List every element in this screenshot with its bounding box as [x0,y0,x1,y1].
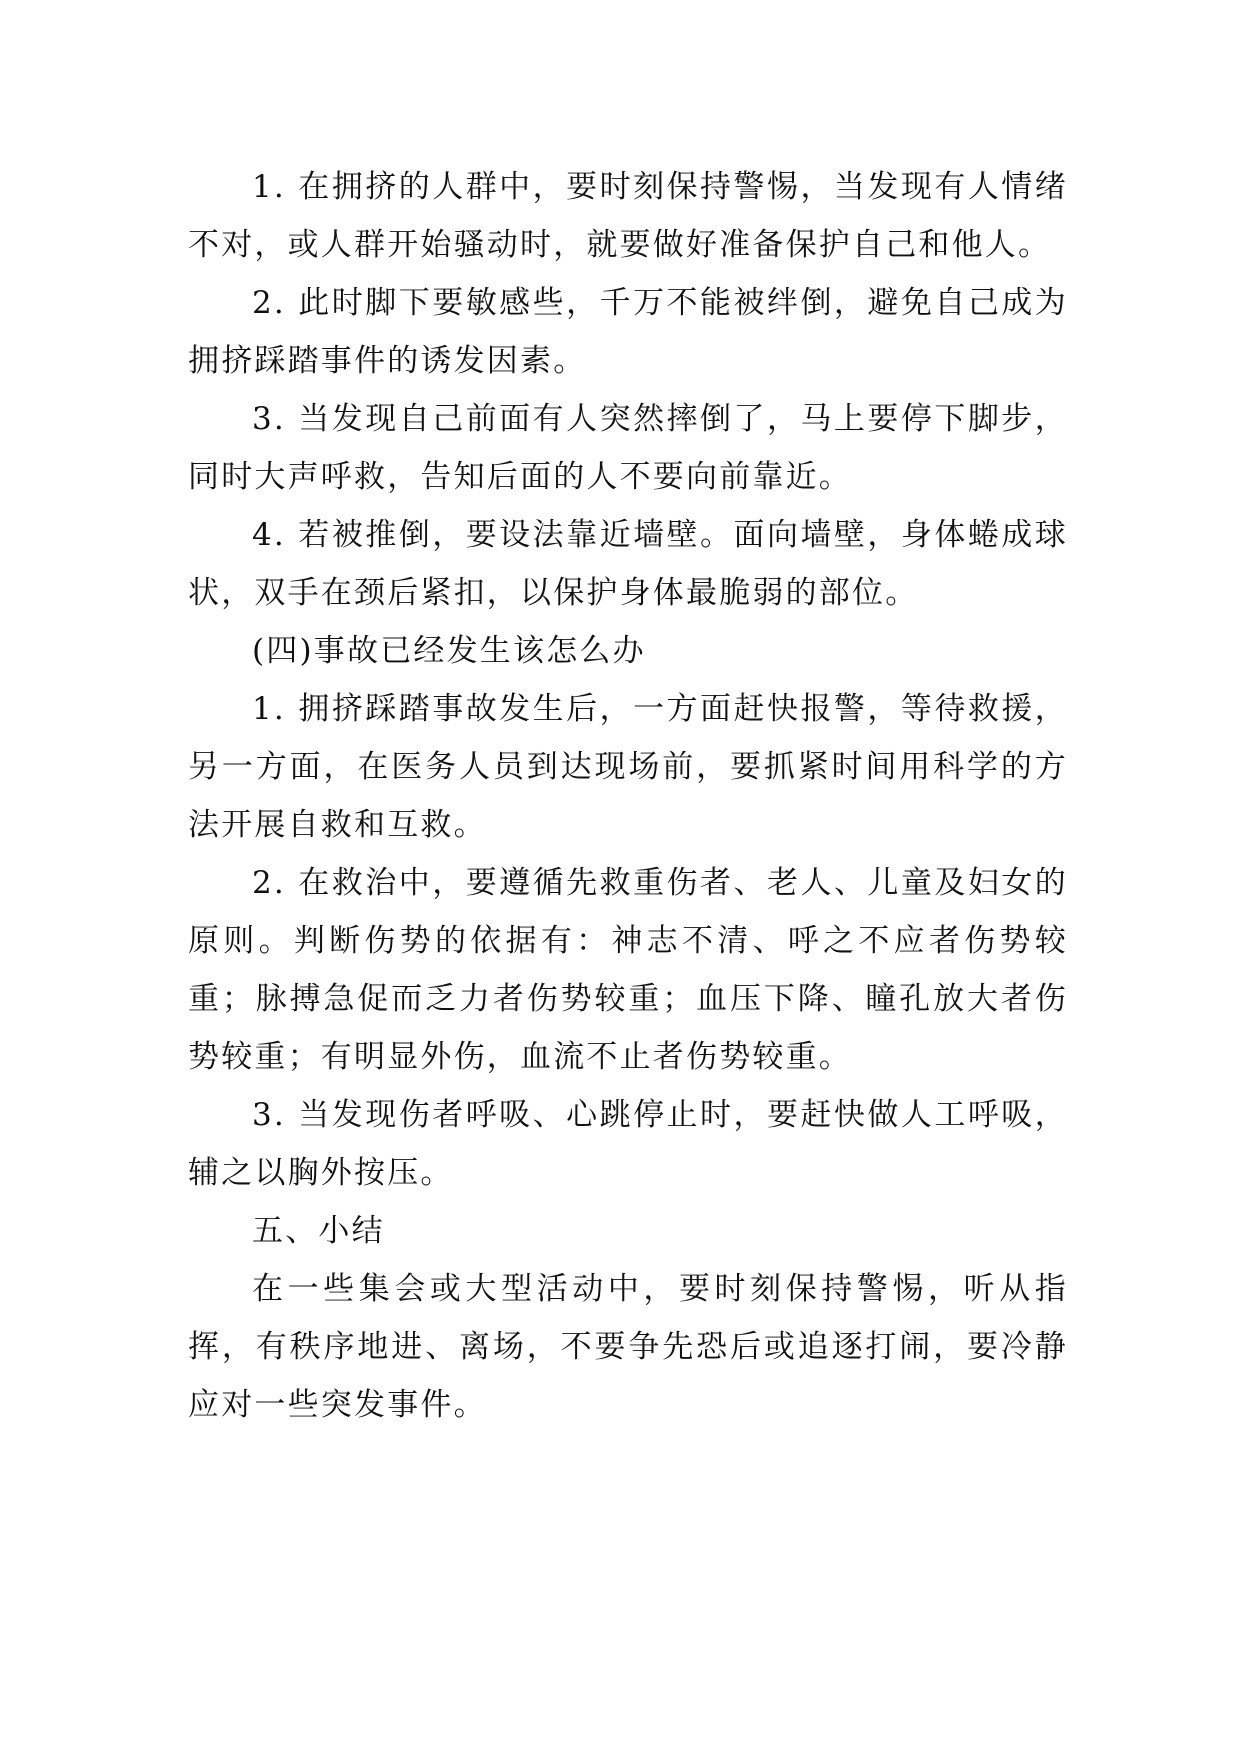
paragraph-if-pushed-down: 4. 若被推倒，要设法靠近墙壁。面向墙壁，身体蜷成球状，双手在颈后紧扣，以保护身体最脆弱的部位。 [188,517,1068,611]
paragraph-someone-falls: 3. 当发现自己前面有人突然摔倒了，马上要停下脚步，同时大声呼救，告知后面的人不要向前靠近。 [188,401,1068,495]
section-heading-after-accident: (四)事故已经发生该怎么办 [252,633,646,669]
paragraph-summary: 在一些集会或大型活动中，要时刻保持警惕，听从指挥，有秩序地进、离场，不要争先恐后或追逐打闹，要冷静应对一些突发事件。 [188,1271,1068,1423]
paragraph-crowd-alert: 1. 在拥挤的人群中，要时刻保持警惕，当发现有人情绪不对，或人群开始骚动时，就要做好准备保护自己和他人。 [188,169,1068,263]
document-page [188,158,1068,1434]
paragraph-triage-principles: 2. 在救治中，要遵循先救重伤者、老人、儿童及妇女的原则。判断伤势的依据有：神志不清、呼之不应者伤势较重；脉搏急促而乏力者伤势较重；血压下降、瞳孔放大者伤势较重；有明显外伤，血流不止者伤势较重。 [188,865,1068,1075]
section-heading-summary: 五、小结 [252,1213,385,1249]
paragraph-watch-footing: 2. 此时脚下要敏感些，千万不能被绊倒，避免自己成为拥挤踩踏事件的诱发因素。 [188,285,1068,379]
paragraph-call-police: 1. 拥挤踩踏事故发生后，一方面赶快报警，等待救援，另一方面，在医务人员到达现场前，要抓紧时间用科学的方法开展自救和互救。 [188,691,1068,843]
paragraph-cpr: 3. 当发现伤者呼吸、心跳停止时，要赶快做人工呼吸，辅之以胸外按压。 [188,1097,1068,1191]
